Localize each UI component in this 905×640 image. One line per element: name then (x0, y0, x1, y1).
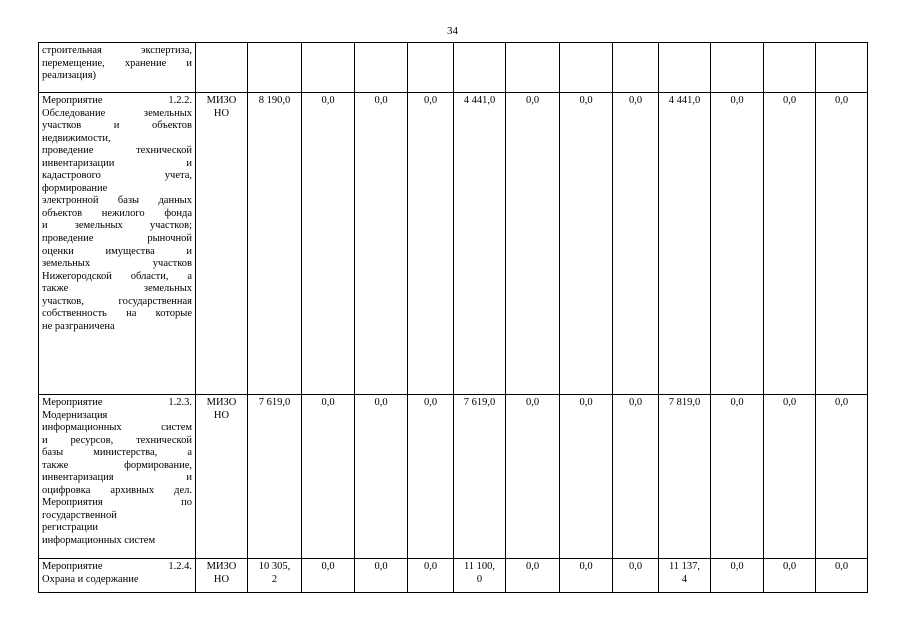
funding-value-cell (454, 559, 506, 593)
description-line: информационных систем (42, 422, 192, 434)
funding-value: 0,0 (628, 397, 643, 408)
funding-value-cell (613, 395, 659, 559)
funding-value-cell (711, 93, 764, 395)
funding-value: 7 819,0 (668, 397, 701, 408)
funding-value: 2 (271, 573, 278, 585)
funding-value: 0,0 (423, 95, 438, 106)
funding-value: 0,0 (834, 561, 849, 572)
executor-cell (196, 43, 248, 93)
funding-value-cell (659, 43, 711, 93)
description-line: электронной базы данных (42, 195, 192, 207)
executor-line: МИЗО (206, 95, 237, 106)
funding-value: 0,0 (834, 397, 849, 408)
executor-line: МИЗО (206, 397, 237, 408)
funding-value-cell (659, 93, 711, 395)
funding-value: 8 190,0 (258, 95, 291, 106)
funding-value: 0,0 (782, 95, 797, 106)
funding-value: 4 441,0 (463, 95, 496, 106)
description-line: Охрана и содержание (42, 573, 139, 585)
description-line: инвентаризации и (42, 157, 192, 169)
funding-value: 0,0 (374, 397, 388, 408)
description-line: инвентаризация и (42, 472, 192, 484)
budget-table (38, 42, 868, 593)
funding-value: 0,0 (579, 95, 593, 106)
funding-value-cell (248, 559, 302, 593)
funding-value-cell (506, 93, 560, 395)
funding-value: 0,0 (834, 95, 849, 106)
description-line: Обследование земельных (42, 107, 192, 119)
description-line: участков, государственная (42, 295, 192, 307)
description-line: также земельных (42, 283, 192, 295)
funding-value-cell (560, 395, 613, 559)
activity-description-cell (39, 395, 196, 559)
funding-value: 0,0 (525, 397, 540, 408)
funding-value: 0,0 (730, 397, 744, 408)
description-line: земельных участков (42, 258, 192, 270)
funding-value: 10 305, (258, 561, 291, 572)
funding-value: 0,0 (730, 561, 744, 572)
funding-value-cell (506, 559, 560, 593)
funding-value-cell (248, 43, 302, 93)
funding-value-cell (816, 395, 868, 559)
funding-value: 0,0 (782, 397, 797, 408)
funding-value-cell (613, 43, 659, 93)
executor-line: НО (213, 107, 230, 119)
funding-value: 0,0 (730, 95, 744, 106)
description-line: строительная экспертиза, (42, 45, 192, 56)
funding-value-cell (506, 395, 560, 559)
funding-value-cell (408, 43, 454, 93)
funding-value-cell (816, 559, 868, 593)
executor-cell (196, 93, 248, 395)
table-row (39, 559, 868, 593)
funding-value-cell (764, 43, 816, 93)
funding-value: 0,0 (321, 561, 335, 572)
executor-cell (196, 559, 248, 593)
activity-description-cell (39, 93, 196, 395)
activity-description-cell (39, 559, 196, 593)
funding-value: 0,0 (782, 561, 797, 572)
funding-value: 0,0 (374, 95, 388, 106)
description-line: Мероприятие 1.2.4. (42, 561, 192, 572)
description-line: участков и объектов (42, 120, 192, 132)
funding-value-cell (408, 395, 454, 559)
funding-value: 7 619,0 (463, 397, 496, 408)
description-line: не разграничена (42, 320, 115, 332)
description-line: и земельных участков; (42, 220, 192, 232)
table-body (39, 43, 868, 593)
executor-cell (196, 395, 248, 559)
funding-value: 11 137, (668, 561, 701, 572)
description-line: перемещение, хранение и (42, 57, 192, 69)
funding-value: 0,0 (423, 397, 438, 408)
funding-value: 0,0 (423, 561, 438, 572)
executor-line: НО (213, 409, 230, 421)
description-line: объектов нежилого фонда (42, 207, 192, 219)
table-row (39, 93, 868, 395)
executor-line: МИЗО (206, 561, 237, 572)
description-line: формирование (42, 182, 108, 194)
funding-value-cell (506, 43, 560, 93)
executor-line: НО (213, 573, 230, 585)
funding-value-cell (659, 395, 711, 559)
funding-value: 4 441,0 (668, 95, 701, 106)
description-line: регистрации (42, 522, 98, 534)
activity-description-cell (39, 43, 196, 93)
funding-value: 0,0 (525, 561, 540, 572)
funding-value: 0,0 (321, 397, 335, 408)
table-row (39, 395, 868, 559)
funding-value-cell (355, 559, 408, 593)
description-line: базы министерства, а (42, 447, 192, 459)
description-line: проведение рыночной (42, 233, 192, 245)
description-line: и ресурсов, технической (42, 434, 192, 446)
description-line: Мероприятие 1.2.2. (42, 95, 192, 106)
funding-value-cell (248, 395, 302, 559)
funding-value-cell (764, 93, 816, 395)
funding-value: 0 (476, 573, 483, 585)
funding-value-cell (408, 93, 454, 395)
funding-value-cell (454, 395, 506, 559)
funding-value: 0,0 (321, 95, 335, 106)
funding-value: 7 619,0 (258, 397, 291, 408)
funding-value-cell (659, 559, 711, 593)
description-line: Мероприятия по (42, 497, 192, 509)
funding-value-cell (560, 93, 613, 395)
funding-value: 11 100, (463, 561, 496, 572)
funding-value-cell (408, 559, 454, 593)
funding-value: 0,0 (628, 561, 643, 572)
description-line: также формирование, (42, 459, 192, 471)
funding-value: 0,0 (525, 95, 540, 106)
funding-value-cell (711, 559, 764, 593)
description-line: Мероприятие 1.2.3. (42, 397, 192, 408)
funding-value: 4 (681, 573, 688, 585)
funding-value-cell (613, 559, 659, 593)
table-row (39, 43, 868, 93)
funding-value-cell (454, 93, 506, 395)
funding-value-cell (764, 395, 816, 559)
description-line: оценки имущества и (42, 245, 192, 257)
description-line: информационных систем (42, 535, 156, 547)
description-line: собственность на которые (42, 308, 192, 320)
description-line: Нижегородской области, а (42, 270, 192, 282)
description-line: Модернизация (42, 409, 108, 421)
funding-value-cell (355, 395, 408, 559)
page-number: 34 (447, 25, 458, 37)
funding-value-cell (560, 559, 613, 593)
funding-value-cell (560, 43, 613, 93)
description-line: государственной (42, 509, 117, 521)
description-line: оцифровка архивных дел. (42, 484, 192, 496)
funding-value: 0,0 (374, 561, 388, 572)
description-line: недвижимости, (42, 132, 111, 144)
funding-value-cell (302, 559, 355, 593)
description-line: реализация) (42, 70, 97, 82)
funding-value-cell (454, 43, 506, 93)
description-line: кадастрового учета, (42, 170, 192, 182)
funding-value-cell (711, 395, 764, 559)
funding-value-cell (816, 43, 868, 93)
funding-value-cell (248, 93, 302, 395)
description-line: проведение технической (42, 145, 192, 157)
funding-value-cell (302, 93, 355, 395)
funding-value-cell (355, 43, 408, 93)
funding-value-cell (764, 559, 816, 593)
funding-value-cell (711, 43, 764, 93)
funding-value: 0,0 (579, 561, 593, 572)
funding-value: 0,0 (579, 397, 593, 408)
funding-value: 0,0 (628, 95, 643, 106)
funding-value-cell (355, 93, 408, 395)
funding-value-cell (302, 395, 355, 559)
funding-value-cell (613, 93, 659, 395)
funding-value-cell (302, 43, 355, 93)
funding-value-cell (816, 93, 868, 395)
